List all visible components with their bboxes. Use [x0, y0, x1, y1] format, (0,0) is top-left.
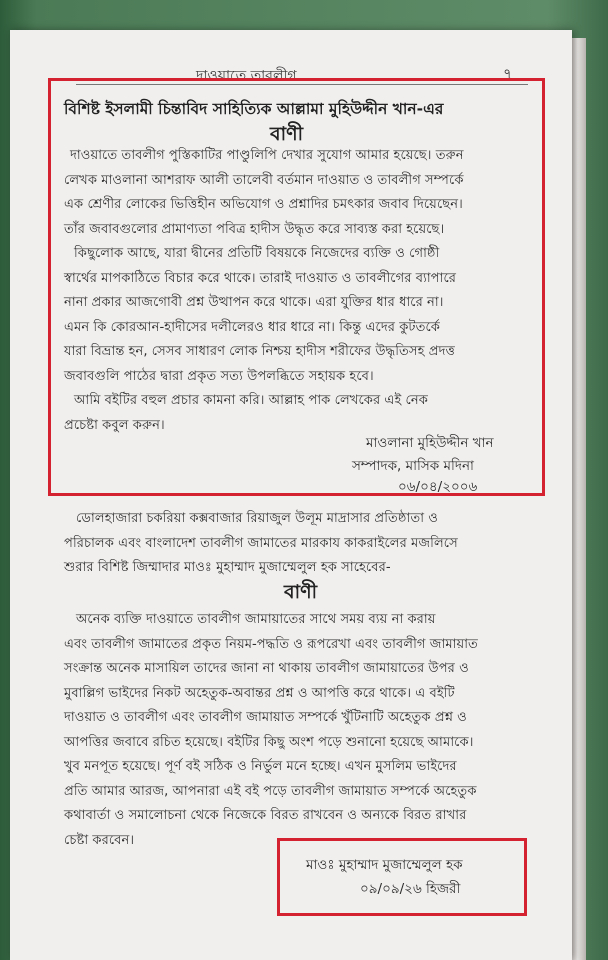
box1-signature-name: মাওলানা মুহিউদ্দীন খান: [366, 435, 494, 451]
text-line: চেষ্টা করবেন।: [64, 832, 135, 848]
text-line: এবং তাবলীগ জামাতের প্রকৃত নিয়ম-পদ্ধতি ও রূপরেখা এবং তাবলীগ জামায়াত: [64, 636, 478, 652]
text-line: পরিচালক এবং বাংলাদেশ তাবলীগ জামাতের মারকায কাকরাইলের মজলিসে: [64, 535, 458, 551]
text-line: অনেক ব্যক্তি দাওয়াতে তাবলীগ জামায়াতের সাথে সময় ব্যয় না করায়: [76, 612, 436, 627]
main-paragraph: [64, 608, 478, 853]
box1-paragraph-3: [64, 389, 428, 438]
text-line: লেখক মাওলানা আশরাফ আলী তালেবী বর্তমান দাওয়াত ও তাবলীগ সম্পর্কে: [64, 172, 464, 188]
text-line: এক শ্রেণীর লোকের ভিত্তিহীন অভিযোগ ও প্রশ্নাদির চমৎকার জবাব দিয়েছেন।: [64, 197, 463, 212]
text-line: যারা বিভ্রান্ত হন, সেসব সাধারণ লোক নিশ্চয় হাদীস শরীফের উদ্ধৃতিসহ প্রদত্ত: [64, 344, 455, 359]
bani-heading-2: বাণী: [284, 581, 318, 603]
text-line: স্বার্থের মাপকাঠিতে বিচার করে থাকে। তারাই দাওয়াত ও তাবলীগের ব্যাপারে: [64, 270, 457, 286]
highlight-box-bottom: [277, 838, 527, 916]
box1-signature-date: ০৬/০৪/২০০৬: [398, 479, 478, 495]
text-line: নানা প্রকার আজগোবী প্রশ্ন উত্থাপন করে থাকে। এরা যুক্তির ধার ধারে না।: [64, 295, 444, 310]
running-title: দাওয়াতে তাবলীগ: [196, 68, 297, 84]
text-line: দাওয়াতে তাবলীগ পুস্তিকাটির পাণ্ডুলিপি দেখার সুযোগ আমার হয়েছে। তরুন: [70, 148, 464, 163]
text-line: আপত্তির জবাবে রচিত হয়েছে। বইটির কিছু অংশ পড়ে শুনানো হয়েছে আমাকে।: [64, 734, 474, 750]
text-line: শুরার বিশিষ্ট জিম্মাদার মাওঃ মুহাম্মাদ মুজাম্মেলুল হক সাহেবের-: [64, 560, 391, 575]
box1-signature-title: সম্পাদক, মাসিক মদিনা: [352, 458, 474, 474]
text-line: আমি বইটির বহুল প্রচার কামনা করি। আল্লাহ পাক লেখকের এই নেক: [74, 393, 428, 408]
text-line: মুবাল্লিগ ভাইদের নিকট অহেতুক-অবান্তর প্রশ্ন ও আপত্তি করে থাকে। এ বইটি: [64, 685, 455, 701]
text-line: ডোলহাজারা চকরিয়া কক্সবাজার রিয়াজুল উলূম মাদ্রাসার প্রতিষ্ঠাতা ও: [76, 511, 438, 526]
box2-signature-date: ০৯/০৯/২৬ হিজরী: [360, 881, 461, 897]
text-line: এমন কি কোরআন-হাদীসের দলীলেরও ধার ধারে না। কিন্তু এদের কুটতর্কে: [64, 319, 441, 335]
page-edge: [572, 38, 586, 960]
box1-paragraph-2: [64, 242, 456, 389]
text-line: কথাবার্তা ও সমালোচনা থেকে নিজেকে বিরত রাখবেন ও অন্যকে বিরত রাখার: [64, 808, 467, 823]
text-line: সংক্রান্ত অনেক মাসায়িল তাদের জানা না থাকায় তাবলীগ জামায়াতের উপর ও: [64, 661, 469, 676]
box2-signature-name: মাওঃ মুহাম্মাদ মুজাম্মেলুল হক: [306, 857, 463, 873]
text-line: প্রচেষ্টা কবুল করুন।: [64, 417, 165, 433]
text-line: তাঁর জবাবগুলোর প্রামাণ্যতা পবিত্র হাদীস উদ্ধৃত করে সাব্যস্ত করা হয়েছে।: [64, 221, 445, 237]
text-line: প্রতি আমার আরজ, আপনারা এই বই পড়ে তাবলীগ জামায়াত সম্পর্কে অহেতুক: [64, 783, 477, 799]
text-line: কিছুলোক আছে, যারা দ্বীনের প্রতিটি বিষয়কে নিজেদের ব্যক্তি ও গোষ্ঠী: [74, 246, 440, 261]
text-line: খুব মনপূত হয়েছে। পূর্ণ বই সঠিক ও নির্ভুল মনে হচ্ছে। এখন মুসলিম ভাইদের: [64, 759, 457, 774]
intro-paragraph: [64, 507, 458, 581]
text-line: দাওয়াত ও তাবলীগ এবং তাবলীগ জামায়াত সম্পর্কে খুঁটিনাটি অহেতুক প্রশ্ন ও: [64, 710, 467, 725]
text-line: জবাবগুলি পাঠের দ্বারা প্রকৃত সত্য উপলব্ধিতে সহায়ক হবে।: [64, 368, 374, 384]
page-number: ৭: [503, 65, 513, 83]
box1-paragraph-1: [64, 144, 464, 242]
box1-heading: বিশিষ্ট ইসলামী চিন্তাবিদ সাহিত্যিক আল্লামা মুহিউদ্দীন খান-এর: [64, 100, 444, 118]
box1-bani-heading: বাণী: [270, 123, 304, 145]
